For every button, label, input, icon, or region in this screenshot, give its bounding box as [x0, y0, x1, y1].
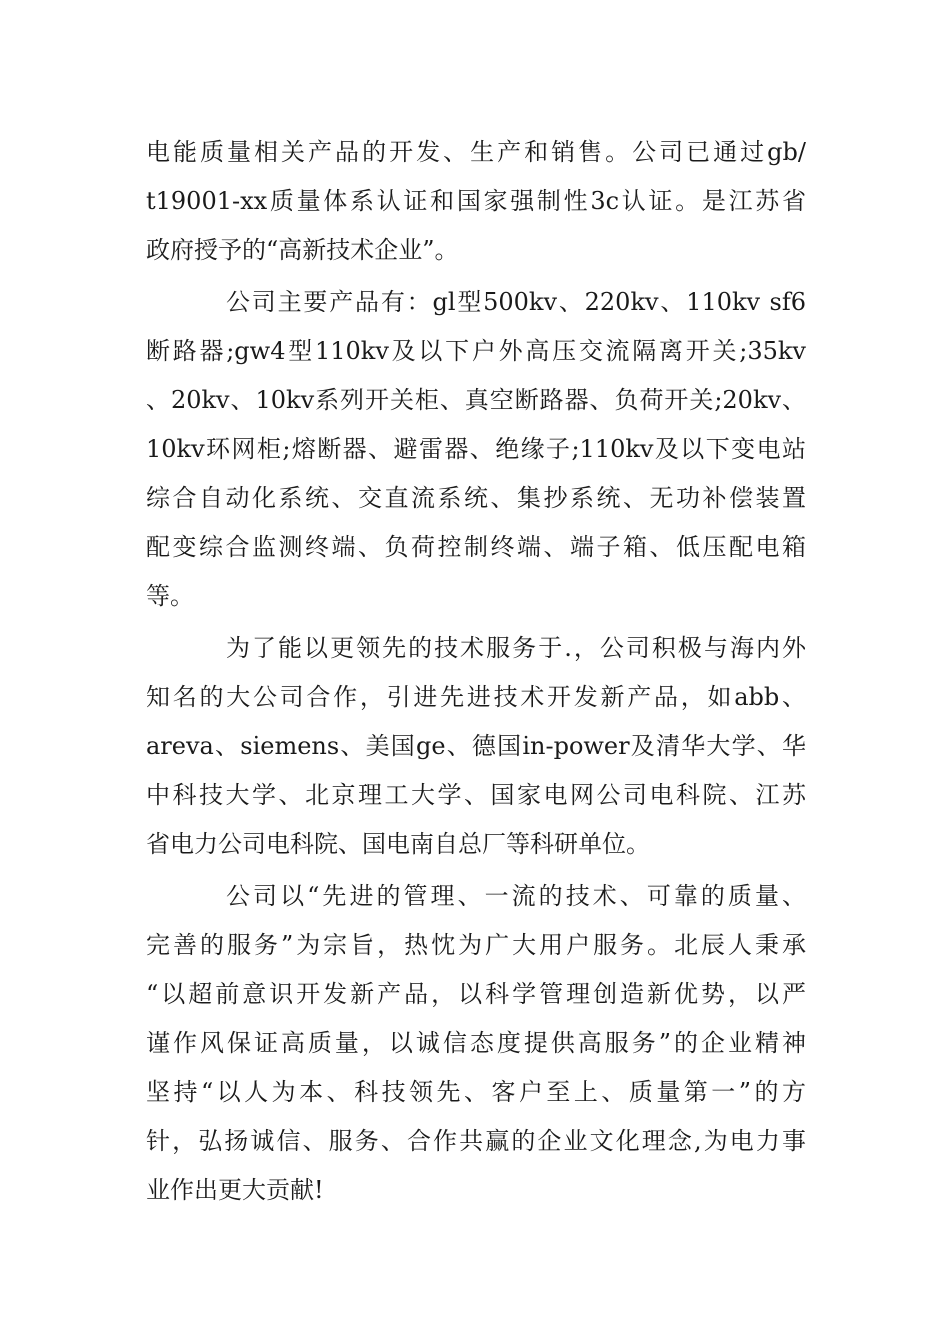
paragraph-4-line-1: 公司以“先进的管理、一流的技术、可靠的质量、	[226, 882, 806, 910]
paragraph-2-line-6: 配变综合监测终端、负荷控制终端、端子箱、低压配电箱	[146, 533, 806, 561]
paragraph-4-line-7: 业作出更大贡献!	[146, 1176, 324, 1204]
paragraph-3-line-5: 省电力公司电科院、国电南自总厂等科研单位。	[146, 830, 650, 858]
paragraph-3-line-1: 为了能以更领先的技术服务于.，公司积极与海内外	[226, 634, 806, 662]
paragraph-2-line-2: 断路器;gw4型110kv及以下户外高压交流隔离开关;35kv	[146, 337, 806, 365]
paragraph-4-line-4: 谨作风保证高质量，以诚信态度提供高服务”的企业精神	[146, 1029, 806, 1057]
paragraph-3-line-4: 中科技大学、北京理工大学、国家电网公司电科院、江苏	[146, 781, 806, 809]
paragraph-1-line-3: 政府授予的“高新技术企业”。	[146, 236, 459, 264]
paragraph-4-line-5: 坚持“以人为本、科技领先、客户至上、质量第一”的方	[146, 1078, 806, 1106]
paragraph-3-line-3: areva、siemens、美国ge、德国in-power及清华大学、华	[146, 732, 806, 760]
paragraph-2-line-7: 等。	[146, 582, 194, 610]
paragraph-2-line-4: 10kv环网柜;熔断器、避雷器、绝缘子;110kv及以下变电站	[146, 435, 806, 463]
paragraph-2-line-1: 公司主要产品有：gl型500kv、220kv、110kv sf6	[226, 288, 806, 316]
paragraph-1-line-1: 电能质量相关产品的开发、生产和销售。公司已通过gb/	[146, 138, 806, 166]
paragraph-3-line-2: 知名的大公司合作，引进先进技术开发新产品，如abb、	[146, 683, 806, 711]
paragraph-2-line-5: 综合自动化系统、交直流系统、集抄系统、无功补偿装置	[146, 484, 806, 512]
paragraph-4-line-3: “以超前意识开发新产品，以科学管理创造新优势，以严	[146, 980, 806, 1008]
paragraph-4-line-6: 针，弘扬诚信、服务、合作共赢的企业文化理念,为电力事	[146, 1127, 806, 1155]
paragraph-4-line-2: 完善的服务”为宗旨，热忱为广大用户服务。北辰人秉承	[146, 931, 806, 959]
paragraph-2-line-3: 、20kv、10kv系列开关柜、真空断路器、负荷开关;20kv、	[146, 386, 806, 414]
paragraph-1-line-2: t19001-xx质量体系认证和国家强制性3c认证。是江苏省	[146, 187, 806, 215]
